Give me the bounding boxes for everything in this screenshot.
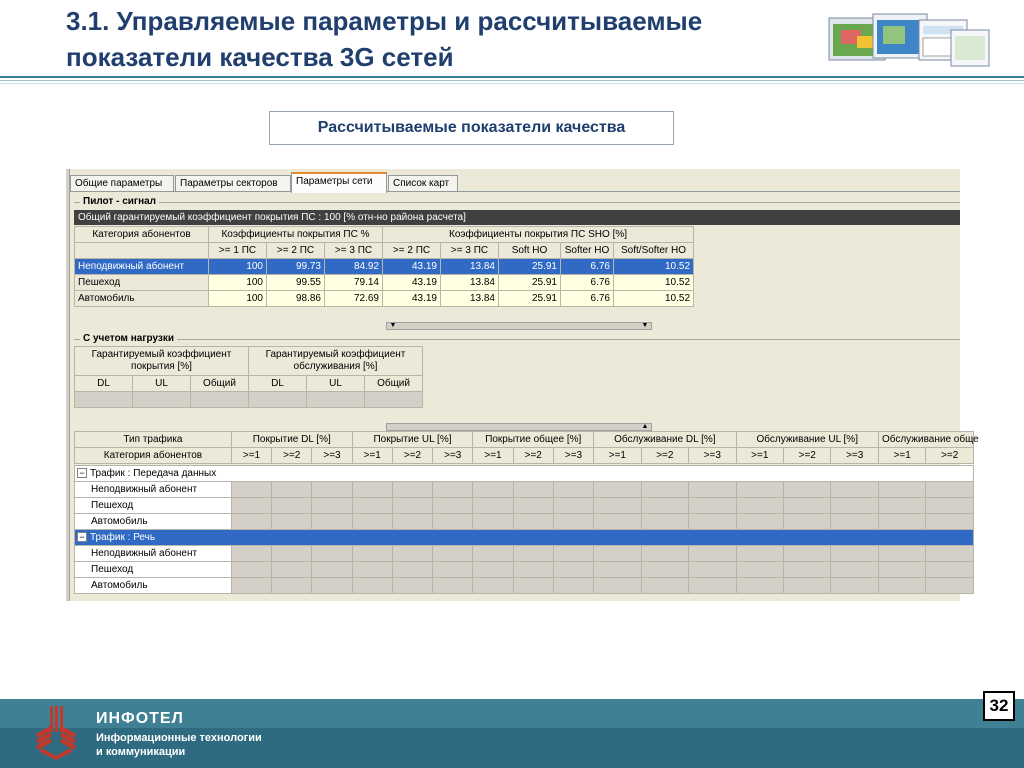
pilot-header-coverage: Коэффициенты покрытия ПС % — [209, 227, 383, 243]
cell[interactable] — [231, 562, 271, 578]
brand-tagline — [96, 731, 336, 759]
load-col-header: Общий — [191, 376, 249, 392]
load-col-header: DL — [75, 376, 133, 392]
pilot-header-blank — [75, 243, 209, 259]
cell[interactable] — [736, 562, 783, 578]
load-col-header: UL — [307, 376, 365, 392]
cell[interactable] — [878, 514, 925, 530]
cell[interactable] — [926, 562, 974, 578]
cell[interactable] — [312, 546, 352, 562]
load-col-header: Общий — [365, 376, 423, 392]
cell[interactable] — [878, 562, 925, 578]
traffic-group-label: Трафик : Передача данных — [90, 467, 217, 479]
load-splitter[interactable] — [386, 423, 652, 431]
load-group-title: С учетом нагрузки — [80, 333, 177, 345]
traffic-col-header: >=3 — [553, 448, 593, 464]
pilot-group-border — [74, 202, 960, 203]
load-table — [74, 346, 423, 408]
cell[interactable]: 99.55 — [267, 275, 325, 291]
cell[interactable] — [594, 578, 641, 594]
table-row[interactable] — [75, 482, 974, 498]
cell[interactable]: 84.92 — [325, 259, 383, 275]
cell[interactable] — [352, 562, 392, 578]
cell[interactable]: 43.19 — [383, 275, 441, 291]
cell[interactable] — [831, 482, 878, 498]
cell[interactable]: 6.76 — [561, 275, 614, 291]
load-col-header: DL — [249, 376, 307, 392]
cell[interactable] — [272, 578, 312, 594]
cell[interactable] — [594, 514, 641, 530]
traffic-col-header: >=3 — [689, 448, 736, 464]
cell[interactable] — [433, 578, 473, 594]
table-row[interactable] — [75, 562, 974, 578]
pilot-group-title: Пилот - сигнал — [80, 196, 159, 208]
cell[interactable] — [133, 392, 191, 408]
cell[interactable] — [641, 498, 688, 514]
traffic-body — [74, 465, 974, 594]
cell[interactable] — [689, 562, 736, 578]
cell[interactable] — [433, 562, 473, 578]
traffic-rows-table — [74, 465, 974, 594]
collapse-toggle-icon[interactable]: − — [77, 468, 87, 478]
traffic-header-group: Обслуживание обще — [878, 432, 973, 448]
pilot-col-header: Soft/Softer HO — [614, 243, 694, 259]
tab-network-params[interactable]: Параметры сети — [291, 172, 387, 193]
cell[interactable] — [736, 578, 783, 594]
cell[interactable] — [392, 482, 432, 498]
cell[interactable] — [272, 546, 312, 562]
cell[interactable] — [352, 482, 392, 498]
cell[interactable] — [878, 498, 925, 514]
traffic-table — [74, 431, 979, 464]
row-label: Неподвижный абонент — [75, 259, 209, 275]
brand-tagline-line1: Информационные технологии — [96, 732, 262, 744]
cell[interactable] — [641, 562, 688, 578]
cell[interactable] — [231, 498, 271, 514]
traffic-col-header: >=2 — [926, 448, 974, 464]
cell[interactable] — [312, 578, 352, 594]
table-row[interactable] — [75, 578, 974, 594]
chevron-down-icon: ▼ — [641, 322, 649, 329]
cell[interactable] — [553, 546, 593, 562]
cell[interactable] — [553, 562, 593, 578]
cell[interactable] — [736, 498, 783, 514]
cell[interactable]: 13.84 — [441, 259, 499, 275]
cell[interactable] — [231, 514, 271, 530]
cell[interactable] — [365, 392, 423, 408]
pilot-col-header: >= 3 ПС — [441, 243, 499, 259]
tab-sector-params[interactable]: Параметры секторов — [175, 175, 291, 192]
pilot-col-header: >= 2 ПС — [267, 243, 325, 259]
cell[interactable] — [926, 578, 974, 594]
cell[interactable] — [553, 578, 593, 594]
tab-general-params[interactable]: Общие параметры — [70, 175, 174, 192]
cell[interactable] — [513, 482, 553, 498]
cell[interactable] — [926, 482, 974, 498]
cell[interactable] — [831, 546, 878, 562]
cell[interactable] — [249, 392, 307, 408]
table-row[interactable] — [75, 546, 974, 562]
table-row[interactable] — [75, 514, 974, 530]
pilot-col-header: Soft HO — [499, 243, 561, 259]
cell[interactable] — [392, 498, 432, 514]
cell[interactable] — [231, 482, 271, 498]
cell[interactable] — [433, 498, 473, 514]
cell[interactable] — [783, 546, 830, 562]
cell[interactable] — [392, 578, 432, 594]
cell[interactable]: 100 — [209, 275, 267, 291]
row-label: Автомобиль — [75, 291, 209, 307]
load-group-border — [74, 339, 960, 340]
cell[interactable] — [312, 514, 352, 530]
cell[interactable] — [641, 546, 688, 562]
cell[interactable] — [473, 546, 513, 562]
cell[interactable]: 6.76 — [561, 291, 614, 307]
cell[interactable] — [689, 578, 736, 594]
cell[interactable] — [352, 498, 392, 514]
traffic-header-group: Покрытие общее [%] — [473, 432, 594, 448]
cell[interactable] — [272, 498, 312, 514]
subtitle-box: Рассчитываемые показатели качества — [269, 111, 674, 145]
cell[interactable] — [392, 562, 432, 578]
cell[interactable] — [831, 498, 878, 514]
row-label: Неподвижный абонент — [75, 482, 232, 498]
chevron-up-icon: ▲ — [641, 423, 649, 430]
cell[interactable] — [594, 498, 641, 514]
table-row[interactable] — [75, 259, 694, 275]
cell[interactable] — [783, 498, 830, 514]
cell[interactable]: 10.52 — [614, 259, 694, 275]
load-col-header: UL — [133, 376, 191, 392]
cell[interactable] — [926, 546, 974, 562]
traffic-header-category: Категория абонентов — [75, 448, 232, 464]
load-header-coverage: Гарантируемый коэффициент покрытия [%] — [75, 347, 249, 376]
traffic-col-header: >=1 — [352, 448, 392, 464]
traffic-group-row[interactable] — [75, 466, 974, 482]
cell[interactable] — [473, 482, 513, 498]
table-row[interactable] — [75, 392, 423, 408]
slide-title: 3.1. Управляемые параметры и рассчитываемые показатели качества 3G сетей — [66, 6, 703, 72]
cell[interactable]: 25.91 — [499, 259, 561, 275]
left-gutter — [66, 169, 70, 601]
app-window — [66, 169, 979, 601]
row-label: Пешеход — [75, 275, 209, 291]
cell[interactable] — [312, 562, 352, 578]
cell[interactable] — [513, 498, 553, 514]
cell[interactable] — [272, 482, 312, 498]
cell[interactable]: 79.14 — [325, 275, 383, 291]
infotel-logo-icon — [34, 704, 78, 762]
header-rule-light — [0, 83, 1024, 84]
traffic-col-header: >=3 — [433, 448, 473, 464]
cell[interactable] — [553, 514, 593, 530]
cell[interactable] — [689, 546, 736, 562]
cell[interactable] — [641, 578, 688, 594]
traffic-col-header: >=1 — [473, 448, 513, 464]
cell[interactable] — [736, 482, 783, 498]
brand-name: ИНФОТЕЛ — [96, 710, 184, 727]
cell[interactable] — [352, 514, 392, 530]
traffic-col-header: >=1 — [878, 448, 925, 464]
row-label: Неподвижный абонент — [75, 546, 232, 562]
cell[interactable]: 6.76 — [561, 259, 614, 275]
traffic-col-header: >=2 — [784, 448, 831, 464]
cell[interactable] — [783, 482, 830, 498]
traffic-header-type: Тип трафика — [75, 432, 232, 448]
cell[interactable] — [926, 514, 974, 530]
traffic-header-group: Обслуживание DL [%] — [594, 432, 736, 448]
traffic-col-header: >=2 — [513, 448, 553, 464]
cell[interactable] — [513, 578, 553, 594]
cell[interactable] — [513, 514, 553, 530]
traffic-group-label: Трафик : Речь — [90, 531, 156, 543]
cell[interactable] — [783, 562, 830, 578]
cell[interactable] — [473, 578, 513, 594]
traffic-header-group: Покрытие UL [%] — [352, 432, 473, 448]
collapse-toggle-icon[interactable]: − — [77, 532, 87, 542]
cell[interactable] — [641, 482, 688, 498]
pilot-table — [74, 226, 694, 307]
traffic-col-header: >=2 — [272, 448, 312, 464]
traffic-header-group: Обслуживание UL [%] — [736, 432, 878, 448]
cell[interactable] — [831, 562, 878, 578]
table-row[interactable] — [75, 275, 694, 291]
cell[interactable] — [513, 546, 553, 562]
header-rule-thin — [0, 80, 1024, 81]
row-label: Автомобиль — [75, 514, 232, 530]
cell[interactable] — [392, 546, 432, 562]
cell[interactable]: 13.84 — [441, 275, 499, 291]
cell[interactable] — [641, 514, 688, 530]
cell[interactable] — [231, 546, 271, 562]
pilot-header-sho: Коэффициенты покрытия ПС SHO [%] — [383, 227, 694, 243]
tab-divider — [70, 191, 960, 192]
cell[interactable] — [783, 514, 830, 530]
pilot-col-header: >= 2 ПС — [383, 243, 441, 259]
cell[interactable] — [272, 514, 312, 530]
cell[interactable]: 100 — [209, 259, 267, 275]
cell[interactable] — [272, 562, 312, 578]
traffic-col-header: >=2 — [641, 448, 688, 464]
cell[interactable]: 43.19 — [383, 291, 441, 307]
cell[interactable] — [594, 562, 641, 578]
pilot-col-header: >= 1 ПС — [209, 243, 267, 259]
cell[interactable] — [312, 482, 352, 498]
traffic-header-group: Покрытие DL [%] — [231, 432, 352, 448]
cell[interactable] — [231, 578, 271, 594]
cell[interactable] — [352, 578, 392, 594]
cell[interactable] — [553, 482, 593, 498]
cell[interactable] — [736, 546, 783, 562]
pilot-summary-bar: Общий гарантируемый коэффициент покрытия ПС : 100 [% отн-но района расчета] — [74, 210, 960, 225]
traffic-col-header: >=3 — [831, 448, 878, 464]
cell[interactable]: 25.91 — [499, 291, 561, 307]
header-rule — [0, 76, 1024, 78]
cell[interactable] — [392, 514, 432, 530]
load-header-service: Гарантируемый коэффициент обслуживания [%] — [249, 347, 423, 376]
pilot-header-category: Категория абонентов — [75, 227, 209, 243]
cell[interactable] — [433, 514, 473, 530]
cell[interactable]: 43.19 — [383, 259, 441, 275]
cell[interactable] — [878, 546, 925, 562]
cell[interactable] — [831, 514, 878, 530]
cell[interactable] — [352, 546, 392, 562]
cell[interactable] — [926, 498, 974, 514]
pilot-col-header: Softer HO — [561, 243, 614, 259]
cell[interactable]: 13.84 — [441, 291, 499, 307]
cell[interactable] — [307, 392, 365, 408]
cell[interactable]: 25.91 — [499, 275, 561, 291]
brand-tagline-line2: и коммуникации — [96, 746, 186, 758]
cell[interactable]: 100 — [209, 291, 267, 307]
cell[interactable] — [191, 392, 249, 408]
cell[interactable] — [75, 392, 133, 408]
tab-map-list[interactable]: Список карт — [388, 175, 458, 192]
traffic-col-header: >=1 — [231, 448, 271, 464]
table-row[interactable] — [75, 498, 974, 514]
cell[interactable] — [689, 482, 736, 498]
cell[interactable] — [831, 578, 878, 594]
row-label: Пешеход — [75, 562, 232, 578]
cell[interactable]: 99.73 — [267, 259, 325, 275]
cell[interactable] — [689, 498, 736, 514]
cell[interactable] — [594, 546, 641, 562]
page-number: 32 — [983, 691, 1015, 721]
screenshots-thumbnail-icon — [827, 12, 991, 72]
chevron-down-icon: ▼ — [389, 322, 397, 329]
cell[interactable]: 10.52 — [614, 275, 694, 291]
cell[interactable] — [783, 578, 830, 594]
table-row[interactable] — [75, 291, 694, 307]
cell[interactable]: 98.86 — [267, 291, 325, 307]
cell[interactable] — [594, 482, 641, 498]
cell[interactable]: 10.52 — [614, 291, 694, 307]
traffic-col-header: >=1 — [736, 448, 783, 464]
cell[interactable] — [878, 578, 925, 594]
cell[interactable] — [736, 514, 783, 530]
cell[interactable] — [689, 514, 736, 530]
cell[interactable] — [312, 498, 352, 514]
cell[interactable] — [473, 514, 513, 530]
pilot-splitter[interactable] — [386, 322, 652, 330]
traffic-col-header: >=3 — [312, 448, 352, 464]
cell[interactable] — [878, 482, 925, 498]
cell[interactable] — [513, 562, 553, 578]
traffic-col-header: >=1 — [594, 448, 641, 464]
traffic-group-row[interactable] — [75, 530, 974, 546]
row-label: Пешеход — [75, 498, 232, 514]
traffic-col-header: >=2 — [392, 448, 432, 464]
cell[interactable] — [433, 546, 473, 562]
cell[interactable] — [473, 498, 513, 514]
cell[interactable] — [553, 498, 593, 514]
row-label: Автомобиль — [75, 578, 232, 594]
cell[interactable] — [473, 562, 513, 578]
cell[interactable]: 72.69 — [325, 291, 383, 307]
cell[interactable] — [433, 482, 473, 498]
pilot-col-header: >= 3 ПС — [325, 243, 383, 259]
